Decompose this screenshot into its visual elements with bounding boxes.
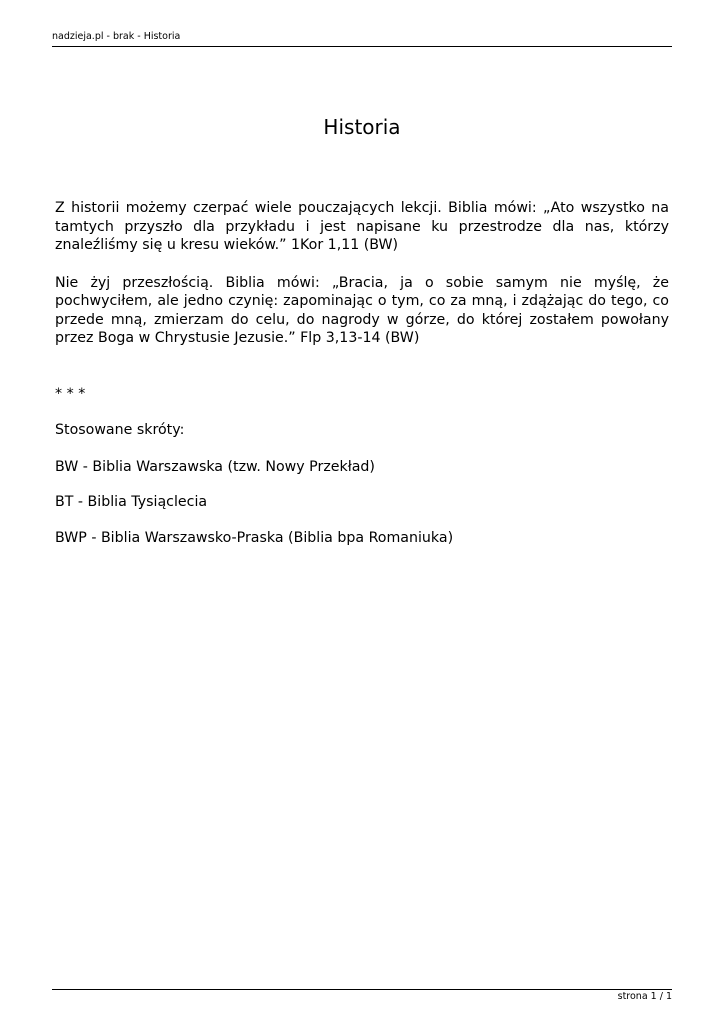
header-text: nadzieja.pl - brak - Historia	[52, 31, 181, 42]
paragraph: Z historii możemy czerpać wiele pouczających lekcji. Biblia mówi: „Ato wszystko na tamtych przyszło dla przykładu i jest napisane ku przestrodze dla nas, którzy znaleźliśmy się u kresu wieków.” 1Kor 1,11 (BW)	[55, 200, 669, 253]
page-number: strona 1 / 1	[617, 991, 672, 1002]
abbreviation-item: BWP - Biblia Warszawsko-Praska (Biblia bpa Romaniuka)	[55, 529, 454, 546]
section-separator: * * *	[55, 385, 86, 402]
abbreviation-item: BW - Biblia Warszawska (tzw. Nowy Przekład)	[55, 458, 375, 475]
paragraph: Nie żyj przeszłością. Biblia mówi: „Bracia, ja o sobie samym nie myślę, że pochwyciłem, ale jedno czynię: zapominając o tym, co za mną, i zdążając do tego, co przede mną, zmierzam do celu, do nagrody w górze, do której zostałem powołany przez Boga w Chrystusie Jezusie.” Flp 3,13-14 (BW)	[55, 274, 669, 346]
article-content	[55, 199, 669, 564]
page-title: Historia	[323, 115, 401, 139]
page-footer	[52, 989, 672, 1003]
page-header	[52, 31, 672, 47]
abbreviation-item: BT - Biblia Tysiąclecia	[55, 494, 208, 510]
abbreviations-heading: Stosowane skróty:	[55, 422, 185, 438]
